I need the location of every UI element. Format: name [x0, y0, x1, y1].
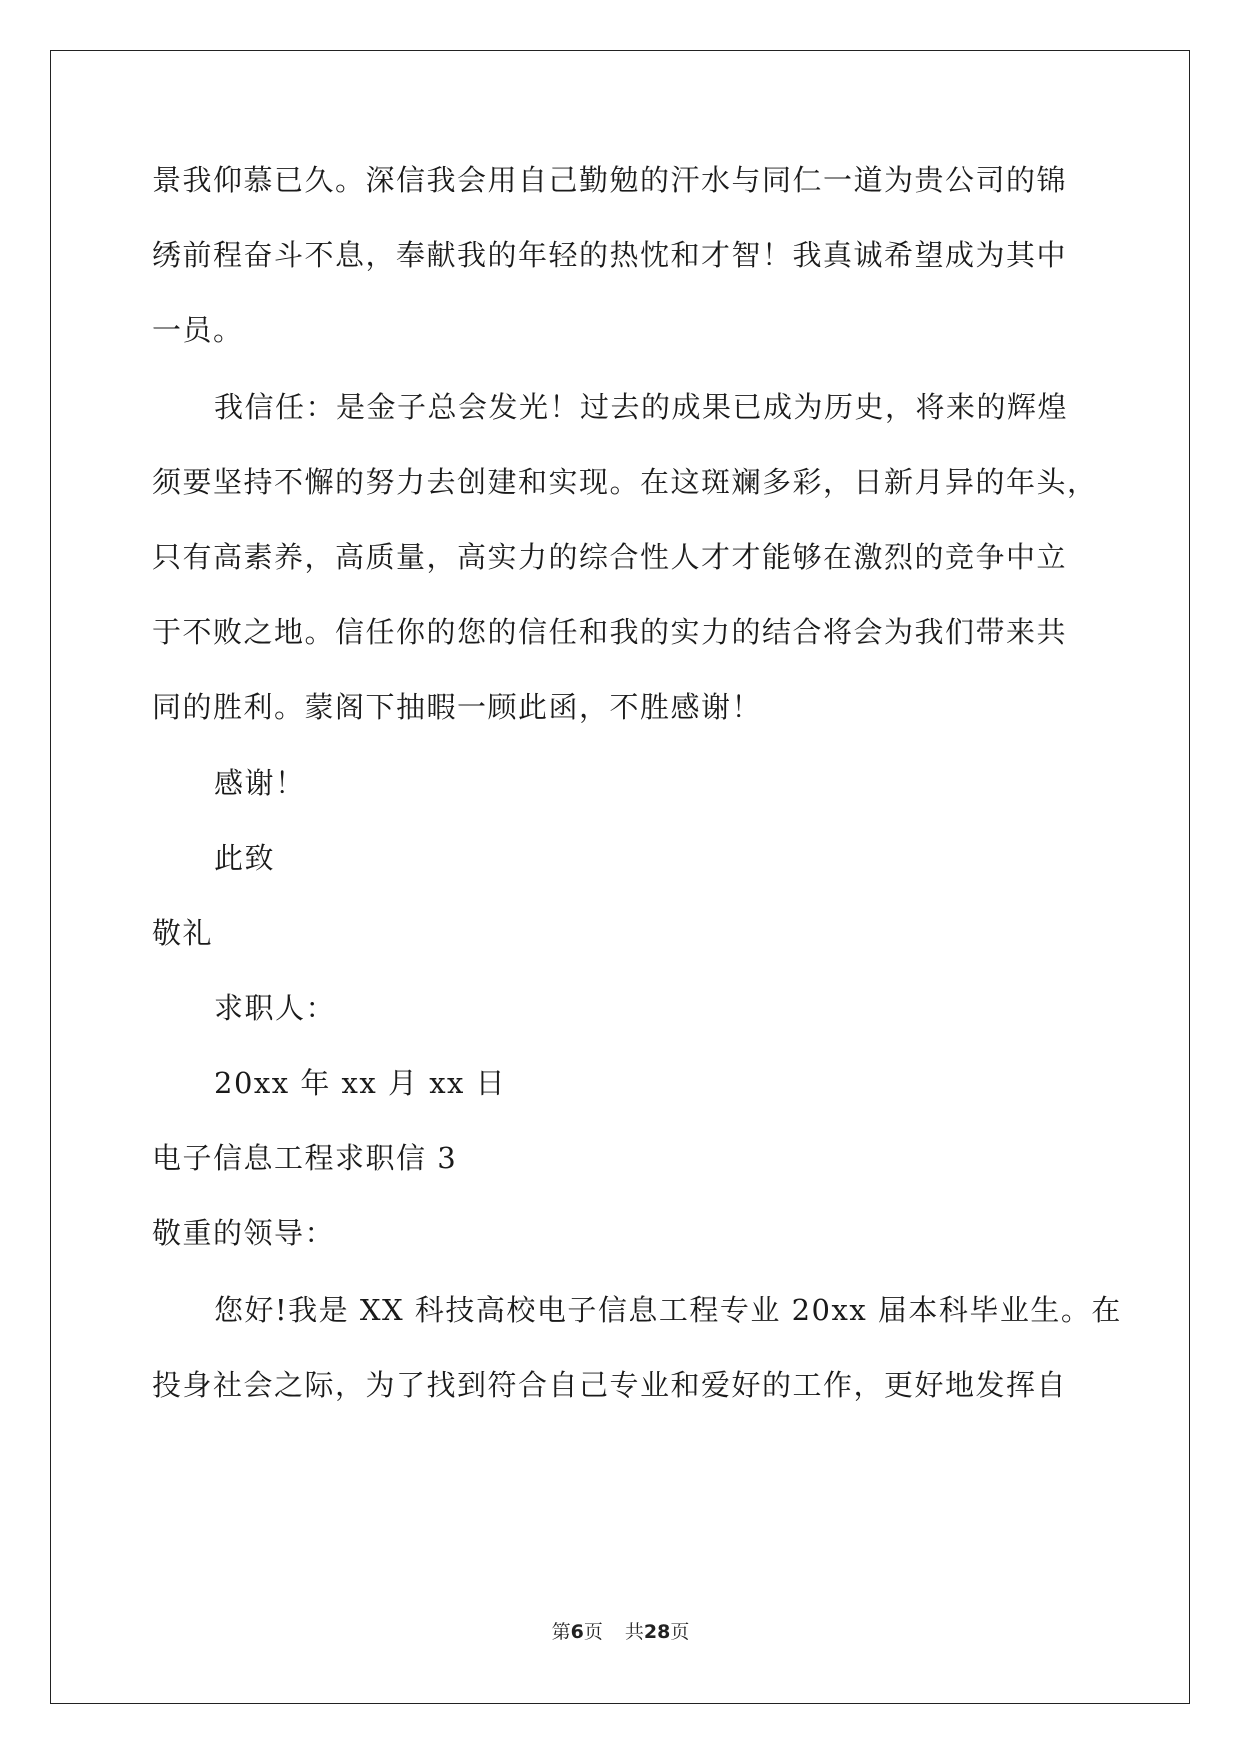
page-total: 28 [643, 1621, 671, 1643]
section-heading: 电子信息工程求职信 3 [152, 1141, 458, 1175]
text-line: 20xx 年 xx 月 xx 日 [214, 1066, 507, 1100]
text-line: 投身社会之际，为了找到符合自己专业和爱好的工作，更好地发挥自 [152, 1368, 1068, 1402]
page-prefix: 第 [551, 1621, 571, 1643]
text-line: 只有高素养，高质量，高实力的综合性人才才能够在激烈的竞争中立 [152, 540, 1068, 574]
text-line: 您好!我是 XX 科技高校电子信息工程专业 20xx 届本科毕业生。在 [214, 1293, 1122, 1327]
text-line: 一员。 [152, 313, 244, 347]
text-line: 于不败之地。信任你的您的信任和我的实力的结合将会为我们带来共 [152, 615, 1068, 649]
text-line: 绣前程奋斗不息，奉献我的年轻的热忱和才智！我真诚希望成为其中 [152, 238, 1068, 272]
text-line: 求职人： [214, 991, 337, 1025]
text-line: 我信任：是金子总会发光！过去的成果已成为历史，将来的辉煌 [214, 390, 1069, 424]
text-line: 景我仰慕已久。深信我会用自己勤勉的汗水与同仁一道为贵公司的锦 [152, 163, 1068, 197]
text-line: 此致 [214, 841, 276, 875]
total-prefix: 共 [624, 1621, 644, 1643]
page-suffix: 页 [583, 1621, 603, 1643]
salutation: 敬重的领导： [152, 1216, 336, 1250]
text-line: 须要坚持不懈的努力去创建和实现。在这斑斓多彩，日新月异的年头， [152, 465, 1098, 499]
text-line: 同的胜利。蒙阁下抽暇一顾此函，不胜感谢！ [152, 690, 763, 724]
text-line: 感谢！ [214, 766, 306, 800]
page-current: 6 [570, 1621, 584, 1643]
text-line: 敬礼 [152, 916, 214, 950]
total-suffix: 页 [670, 1621, 690, 1643]
page-footer [0, 1620, 1241, 1644]
